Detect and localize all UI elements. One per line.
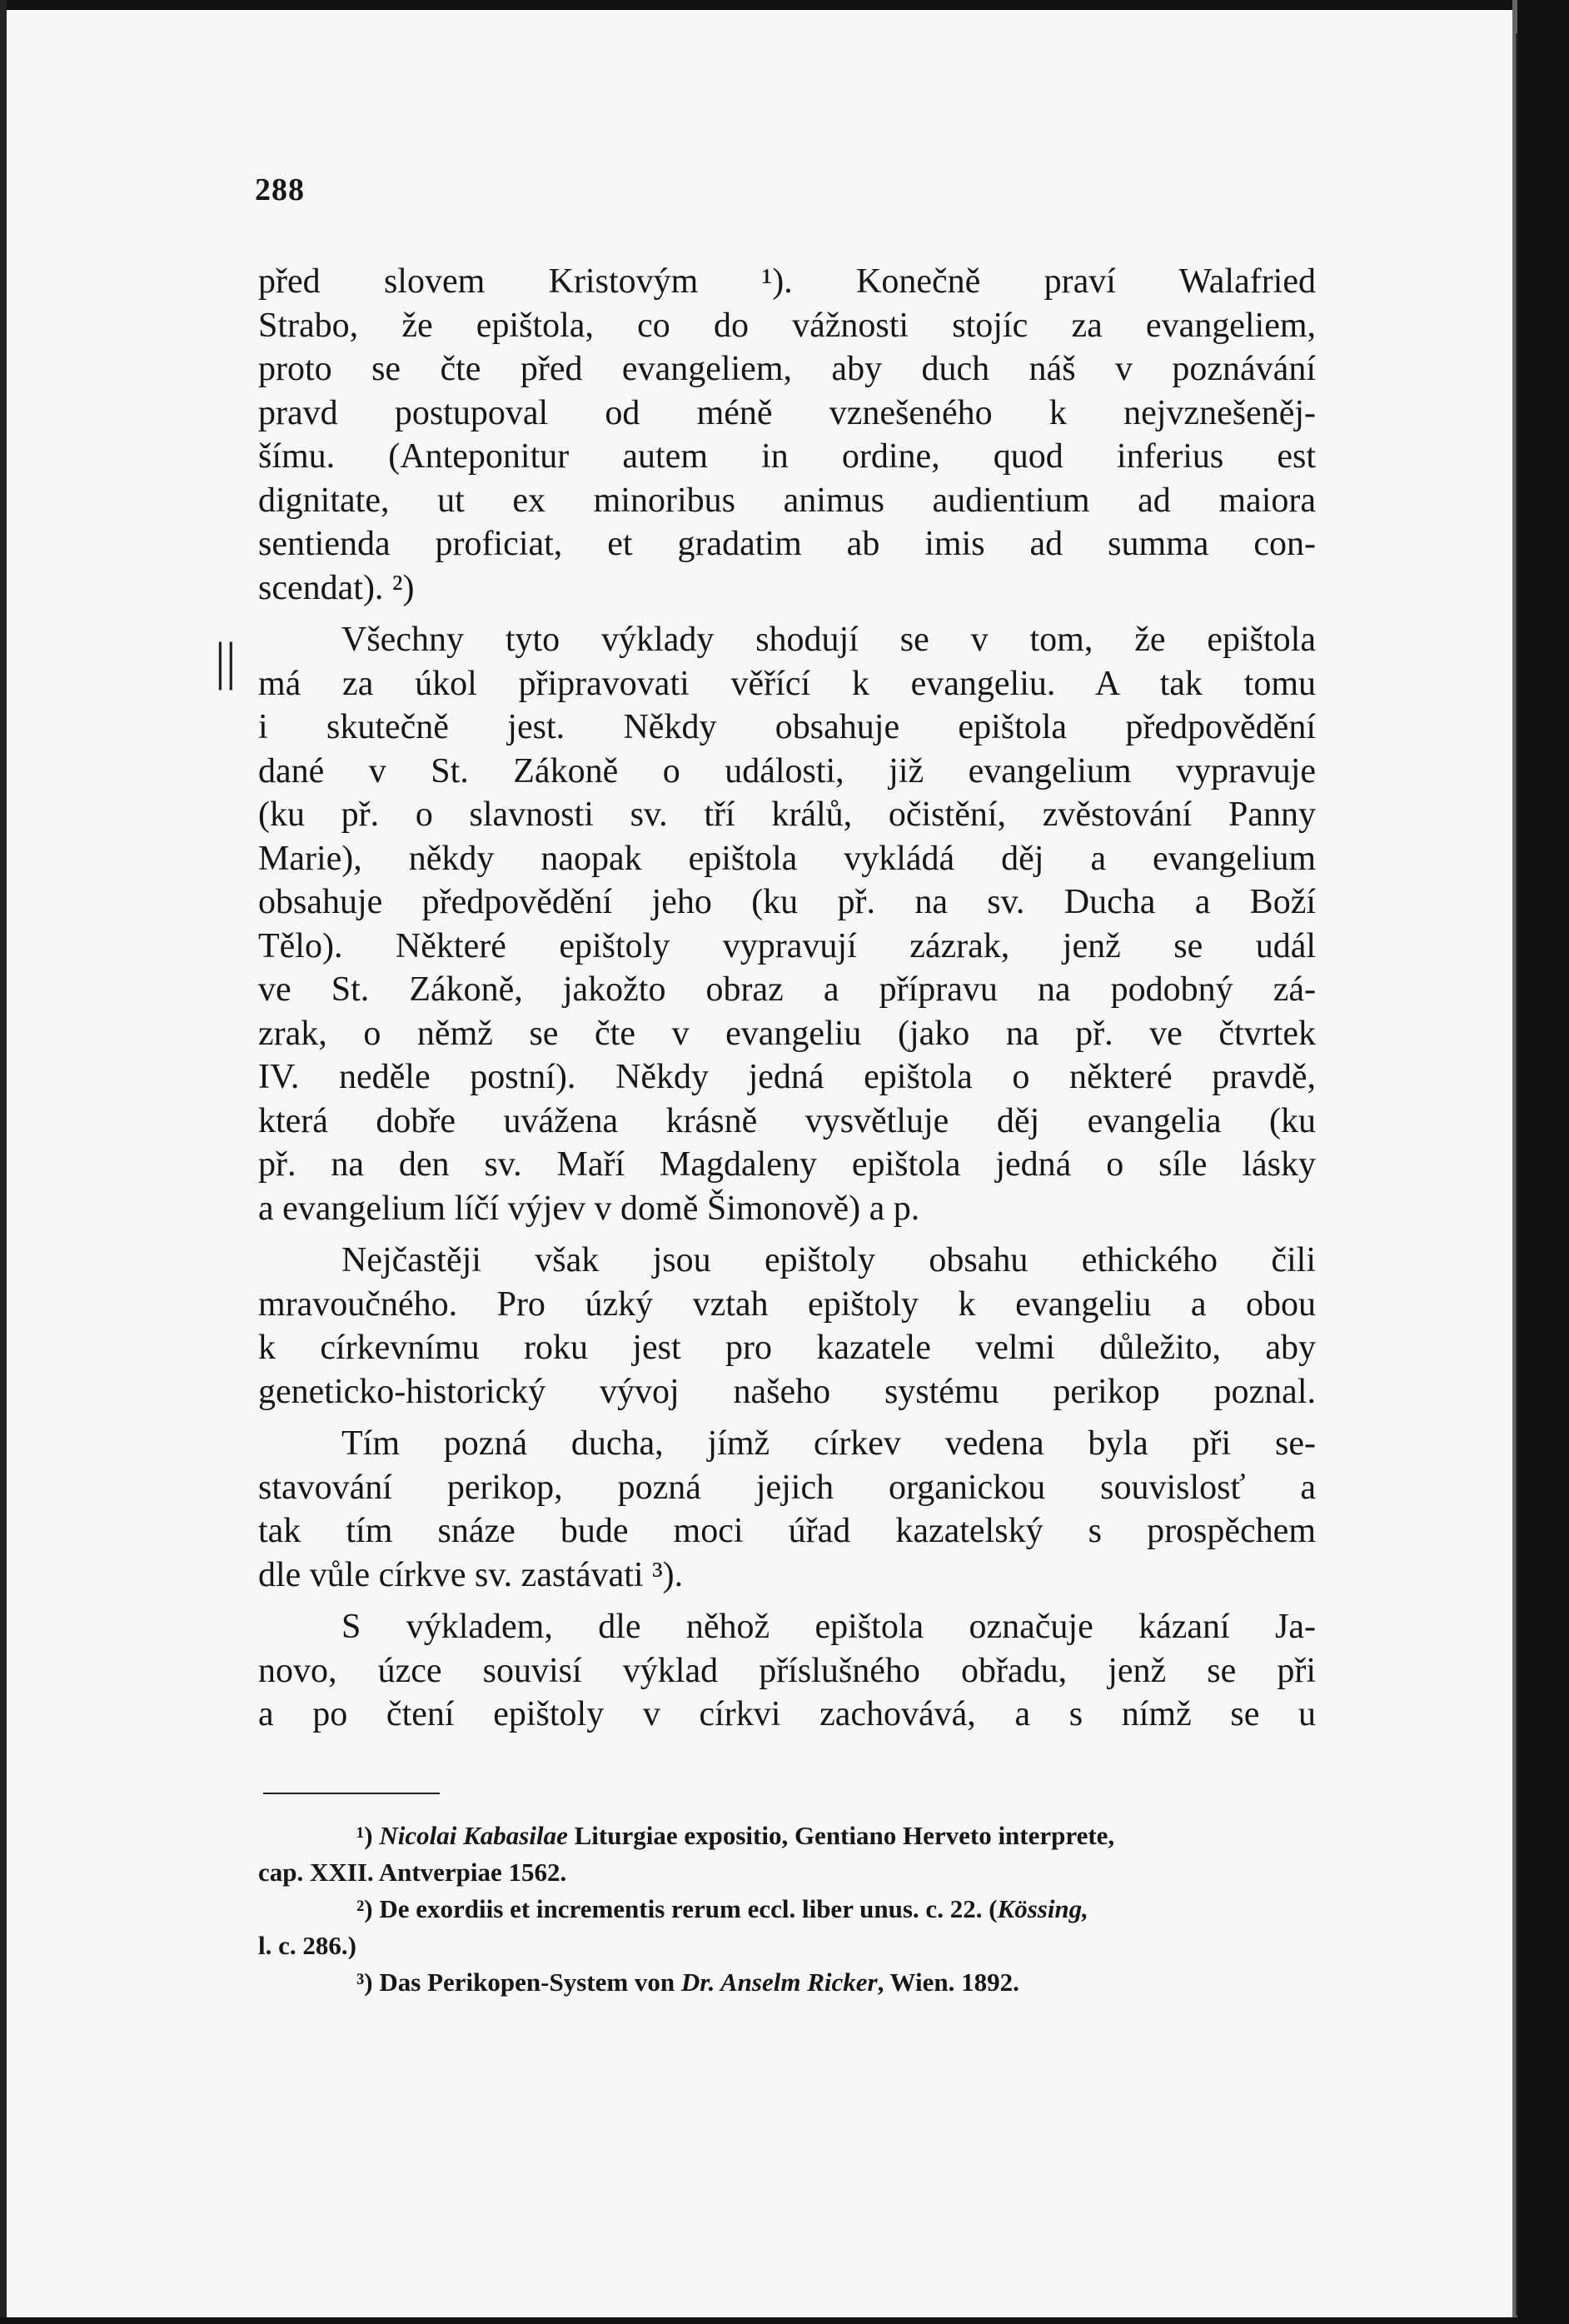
footnote-text: Liturgiae expositio, Gentiano Herveto interprete,	[567, 1821, 1115, 1850]
footnote-continuation: l. c. 286.)	[258, 1931, 356, 1960]
footnote	[258, 1964, 1316, 2001]
text-line: př. na den sv. Maří Magdaleny epištola jedná o síle lásky	[258, 1145, 1316, 1184]
scan-edge-bottom	[0, 2317, 1569, 2324]
text-line: dané v St. Zákoně o události, již evangelium vypravuje	[258, 751, 1316, 790]
text-line: sentienda proficiat, et gradatim ab imis ad summa con-	[258, 525, 1316, 563]
text-line: Tím pozná ducha, jímž církev vedena byla při se-	[341, 1424, 1316, 1463]
footnote-mark: ³)	[356, 1967, 373, 1997]
text-line: stavování perikop, pozná jejich organickou souvislosť a	[258, 1468, 1316, 1507]
text-line: dignitate, ut ex minoribus animus audientium ad maiora	[258, 481, 1316, 520]
text-line: Strabo, že epištola, co do vážnosti stojíc za evangeliem,	[258, 306, 1316, 345]
text-line: Všechny tyto výklady shodují se v tom, že epištola	[341, 621, 1316, 659]
footnote-mark: ²)	[356, 1894, 373, 1923]
text-line: zrak, o němž se čte v evangeliu (jako na př. ve čtvrtek	[258, 1014, 1316, 1053]
text-line: S výkladem, dle něhož epištola označuje kázaní Ja-	[341, 1608, 1316, 1646]
footnote-author: Kössing,	[997, 1894, 1088, 1923]
scan-edge-top	[0, 0, 1569, 10]
text-line: tak tím snáze bude moci úřad kazatelský s prospěchem	[258, 1512, 1316, 1550]
footnotes	[258, 1818, 1316, 2001]
text-line: Nejčastěji však jsou epištoly obsahu ethického čili	[341, 1241, 1316, 1279]
footnote-text: Das Perikopen-System von	[372, 1967, 681, 1997]
text-line: obsahuje předpovědění jeho (ku př. na sv. Ducha a Boží	[258, 883, 1316, 921]
text-line: Marie), někdy naopak epištola vykládá děj a evangelium	[258, 839, 1316, 878]
text-line: pravd postupoval od méně vznešeného k nejvznešeněj-	[258, 393, 1316, 432]
text-line: ve St. Zákoně, jakožto obraz a přípravu na podobný zá-	[258, 970, 1316, 1009]
text-line: Tělo). Některé epištoly vypravují zázrak, jenž se udál	[258, 926, 1316, 965]
paragraph	[258, 1605, 1316, 1737]
paragraph	[258, 1239, 1316, 1414]
text-line: i skutečně jest. Někdy obsahuje epištola předpovědění	[258, 708, 1316, 746]
text-line: novo, úzce souvisí výklad příslušného obřadu, jenž se při	[258, 1651, 1316, 1690]
text-line: dle vůle církve sv. zastávati ³).	[258, 1555, 684, 1594]
text-line: (ku př. o slavnosti sv. tří králů, očistění, zvěstování Panny	[258, 795, 1316, 834]
text-line: šímu. (Anteponitur autem in ordine, quod inferius est	[258, 437, 1316, 476]
text-line: a po čtení epištoly v církvi zachovává, a s nímž se u	[258, 1695, 1316, 1733]
paragraph	[258, 260, 1316, 610]
text-line: geneticko-historický vývoj našeho systému perikop poznal.	[258, 1372, 1316, 1411]
text-line: k církevnímu roku jest pro kazatele velmi důležito, aby	[258, 1329, 1316, 1367]
footnote-rule	[263, 1793, 440, 1794]
text-line: která dobře uvážena krásně vysvětluje děj evangelia (ku	[258, 1101, 1316, 1140]
footnote-continuation: cap. XXII. Antverpiae 1562.	[258, 1858, 567, 1887]
page-spine-line	[1516, 33, 1517, 2316]
text-line: a evangelium líčí výjev v domě Šimonově) a p.	[258, 1189, 920, 1228]
text-line: má za úkol připravovati věřící k evangeliu. A tak tomu	[258, 664, 1316, 703]
text-line: před slovem Kristovým ¹). Konečně praví Walafried	[258, 262, 1316, 301]
footnote-author: Dr. Anselm Ricker	[680, 1967, 878, 1997]
footnote-author: Nicolai Kabasilae	[379, 1821, 568, 1850]
footnote-text: , Wien. 1892.	[877, 1967, 1019, 1997]
scan-edge-right	[1517, 0, 1569, 2324]
body-text	[258, 260, 1316, 1745]
footnote-mark: ¹)	[356, 1821, 373, 1850]
paragraph	[258, 618, 1316, 1230]
page-number: 288	[255, 172, 305, 207]
scan-edge-left	[0, 0, 7, 2324]
margin-mark: ||	[215, 631, 237, 691]
footnote-text: De exordiis et incrementis rerum eccl. liber unus. c. 22. (	[372, 1894, 998, 1923]
text-line: IV. neděle postní). Někdy jedná epištola o některé pravdě,	[258, 1058, 1316, 1096]
text-line: scendat). ²)	[258, 568, 415, 607]
paragraph	[258, 1422, 1316, 1597]
text-line: proto se čte před evangeliem, aby duch náš v poznávání	[258, 350, 1316, 388]
footnote	[258, 1891, 1316, 1964]
text-line: mravoučného. Pro úzký vztah epištoly k evangeliu a obou	[258, 1284, 1316, 1324]
footnote	[258, 1818, 1316, 1891]
